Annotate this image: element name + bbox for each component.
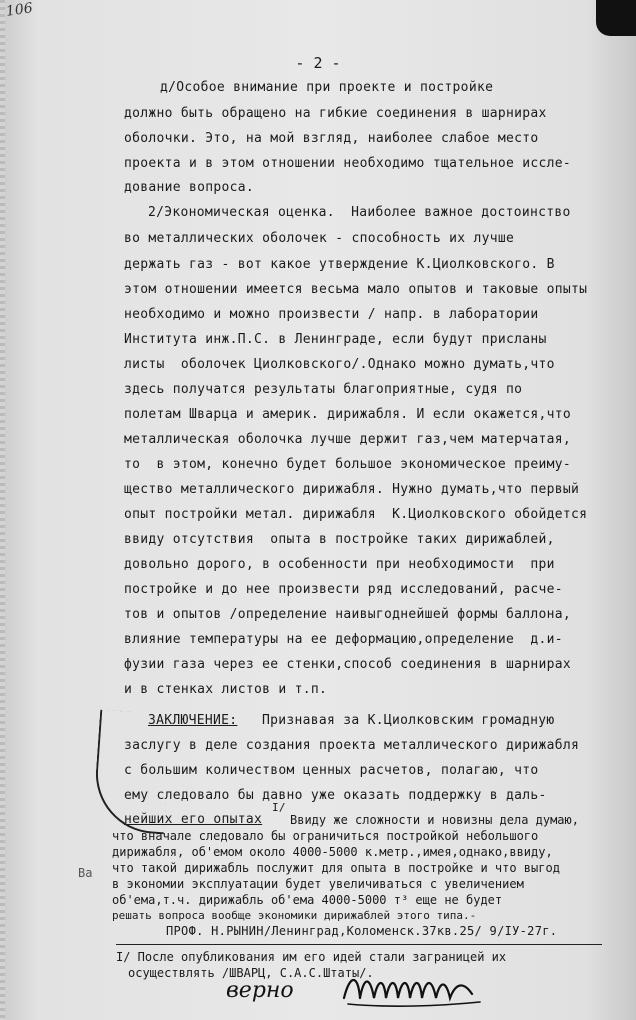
- body-line: щество металлического дирижабля. Нужно думать,что первый: [124, 482, 580, 497]
- body-line: оболочки. Это, на мой взгляд, наиболее слабое место: [124, 131, 539, 146]
- body-line: проекта и в этом отношении необходимо тщательное иссле-: [124, 156, 571, 171]
- archive-number: 106: [5, 0, 34, 20]
- body-line: держать газ - вот какое утверждение К.Циолковского. В: [124, 257, 555, 272]
- conclusion-line: нейших его опытах: [124, 812, 263, 827]
- body-line: здесь получатся результаты благоприятные, судя по: [124, 382, 523, 397]
- corner-mark: [596, 0, 636, 36]
- body-line: фузии газа через ее стенки,способ соединения в шарнирах: [124, 657, 571, 672]
- footnote-line: I/ После опубликования им его идей стали заграницей их: [116, 950, 507, 964]
- conclusion-line: решать вопроса вообще экономики дирижаблей этого типа.-: [112, 909, 477, 922]
- page-number: - 2 -: [295, 54, 341, 72]
- body-line: опыт постройки метал. дирижабля К.Циолковского обойдется: [124, 507, 588, 522]
- author-signature-line: ПРОФ. Н.РЫНИН/Ленинград,Коломенск.37кв.25/ 9/IУ-27г.: [166, 924, 558, 938]
- margin-note: Ва: [78, 866, 93, 880]
- footnote-marker: I/: [272, 801, 286, 814]
- footnote-divider: [116, 944, 602, 945]
- conclusion-line: что такой дирижабль послужит для опыта в постройке и что выгод: [112, 861, 560, 875]
- body-line: полетам Шварца и америк. дирижабля. И если окажется,что: [124, 407, 571, 422]
- handwritten-signature: [340, 968, 490, 1016]
- conclusion-line: что вначале следовало бы ограничиться постройкой небольшого: [112, 829, 539, 843]
- footnote-line: осуществлять /ШВАРЦ, С.А.С.Штаты/.: [128, 966, 374, 980]
- conclusion-line: об'ема,т.ч. дирижабль об'ема 4000-5000 т³ еще не будет: [112, 893, 503, 907]
- body-line: этом отношении имеется весьма мало опытов и таковые опыты: [124, 282, 588, 297]
- scan-edge: [0, 0, 5, 1020]
- conclusion-line: ему следовало бы давно уже оказать поддержку в даль-: [124, 788, 547, 803]
- body-line: то в этом, конечно будет большое экономическое преиму-: [124, 457, 571, 472]
- body-line: во металлических оболочек - способность их лучше: [124, 231, 515, 246]
- body-line: металлическая оболочка лучше держит газ,чем матерчатая,: [124, 432, 571, 447]
- conclusion-line: заслугу в деле создания проекта металлического дирижабля: [124, 738, 580, 753]
- conclusion-line: в экономии эксплуатации будет увеличиваться с увеличением: [112, 877, 524, 891]
- body-line: необходимо и можно произвести / напр. в лаборатории: [124, 307, 539, 322]
- handwritten-verno: верно: [226, 978, 294, 1003]
- conclusion-line: Признавая за К.Циолковским громадную: [262, 713, 555, 728]
- body-line: ввиду отсутствия опыта в постройке таких дирижаблей,: [124, 532, 555, 547]
- body-line: довольно дорого, в особенности при необходимости при: [124, 557, 555, 572]
- body-line: листы оболочек Циолковского/.Однако можно думать,что: [124, 357, 555, 372]
- conclusion-line: Ввиду же сложности и новизны дела думаю,: [290, 813, 579, 827]
- conclusion-line: дирижабля, об'емом около 4000-5000 к.метр.,имея,однако,ввиду,: [112, 845, 553, 859]
- body-line: 2/Экономическая оценка. Наиболее важное достоинство: [148, 205, 571, 220]
- body-line: постройке и до нее произвести ряд исследований, расче-: [124, 582, 563, 597]
- body-line: и в стенках листов и т.п.: [124, 682, 328, 697]
- body-line: дование вопроса.: [124, 180, 255, 195]
- body-line: д/Особое внимание при проекте и постройке: [160, 80, 494, 95]
- conclusion-heading: ЗАКЛЮЧЕНИЕ:: [148, 713, 238, 728]
- conclusion-line: с большим количеством ценных расчетов, полагаю, что: [124, 763, 539, 778]
- body-line: Института инж.П.С. в Ленинграде, если будут присланы: [124, 332, 547, 347]
- body-line: влияние температуры на ее деформацию,определение д.и-: [124, 632, 563, 647]
- body-line: должно быть обращено на гибкие соединения в шарнирах: [124, 106, 547, 121]
- body-line: тов и опытов /определение наивыгоднейшей формы баллона,: [124, 607, 571, 622]
